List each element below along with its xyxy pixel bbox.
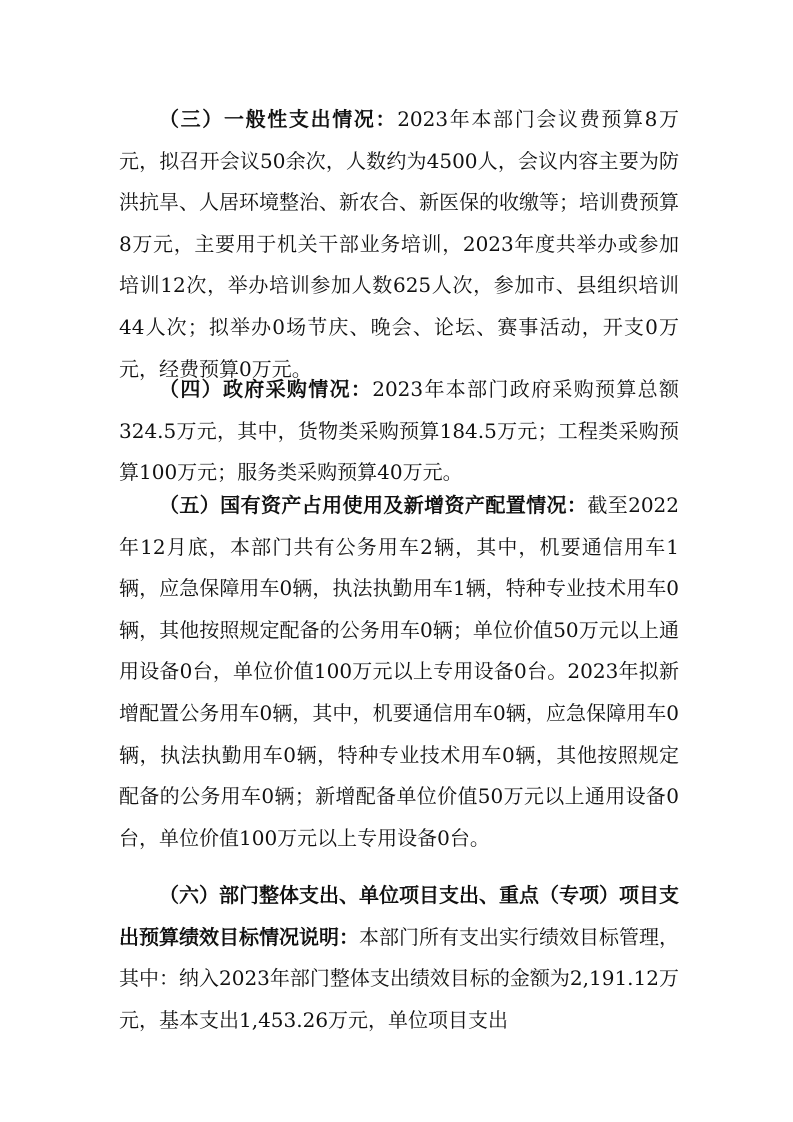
paragraph-body: 本部门所有支出实行绩效目标管理，其中：纳入2023年部门整体支出绩效目标的金额为2,191.12万元，基本支出1,453.26万元，单位项目支出 <box>119 924 679 1032</box>
paragraph-heading: （三）一般性支出情况： <box>159 107 398 131</box>
paragraph-body: 截至2022年12月底，本部门共有公务用车2辆，其中，机要通信用车1辆，应急保障用车0辆，执法执勤用车1辆，特种专业技术用车0辆，其他按照规定配备的公务用车0辆；单位价值50万元以上通用设备0台，单位价值100万元以上专用设备0台。2023年拟新增配置公务用车0辆，其中，机要通信用车0辆，应急保障用车0辆，执法执勤用车0辆，特种专业技术用车0辆，其他按照规定配备的公务用车0辆；新增配备单位价值50万元以上通用设备0台，单位价值100万元以上专用设备0台。 <box>119 493 680 850</box>
paragraph-body: 2023年本部门政府采购预算总额324.5万元，其中，货物类采购预算184.5万元；工程类采购预算100万元；服务类采购预算40万元。 <box>119 377 680 485</box>
paragraph-body: 2023年本部门会议费预算8万元，拟召开会议50余次，人数约为4500人，会议内容主要为防洪抗旱、人居环境整治、新农合、新医保的收缴等；培训费预算8万元，主要用于机关干部业务培训，2023年度共举办或参加培训12次，举办培训参加人数625人次，参加市、县组织培训44人次；拟举办0场节庆、晚会、论坛、赛事活动，开支0万元，经费预算0万元。 <box>119 107 679 381</box>
paragraph-state-assets <box>119 485 679 859</box>
paragraph-heading: （五）国有资产占用使用及新增资产配置情况： <box>159 493 588 517</box>
paragraph-heading: （四）政府采购情况： <box>159 377 373 401</box>
paragraph-heading: （六）部门整体支出、单位项目支出、重点（专项）项目支出预算绩效目标情况说明： <box>119 883 679 949</box>
paragraph-government-procurement <box>119 369 679 494</box>
paragraph-general-expenditure <box>119 99 679 390</box>
paragraph-performance-targets <box>119 875 679 1041</box>
